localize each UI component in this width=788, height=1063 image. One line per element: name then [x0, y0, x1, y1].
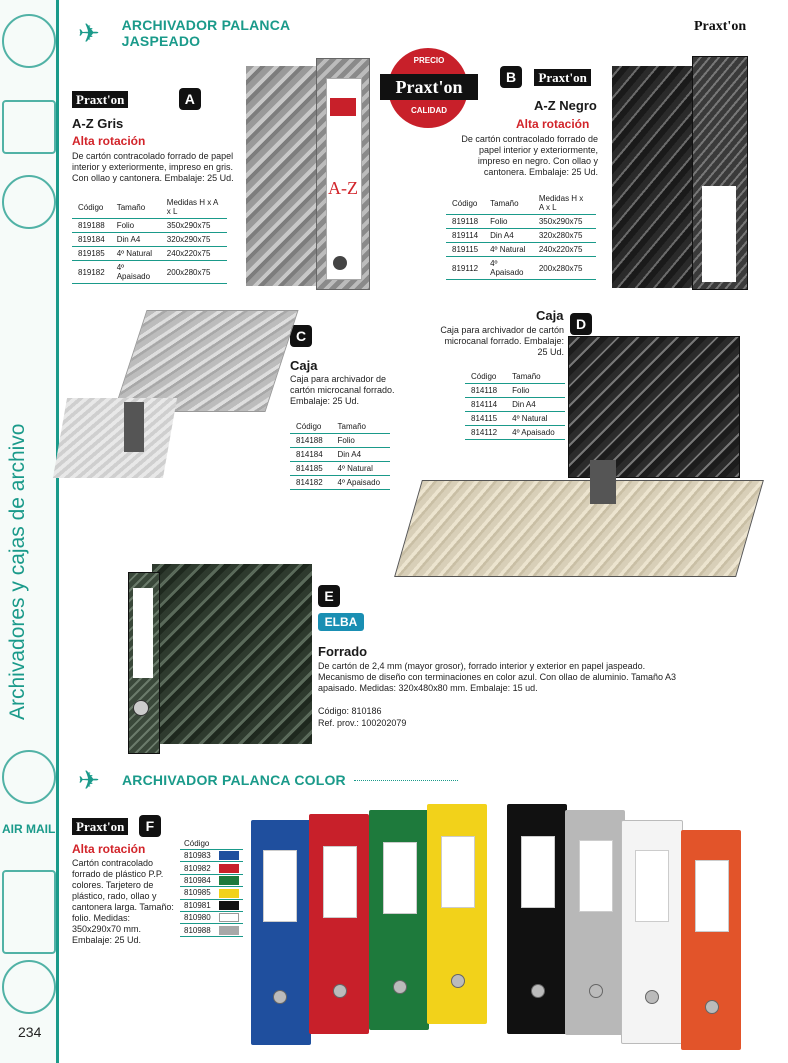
product-letter: A — [179, 88, 201, 110]
product-e-photo — [128, 564, 314, 752]
brand-logo: Praxt'on — [694, 19, 747, 34]
color-swatch — [219, 901, 239, 910]
col-header: Código — [465, 370, 506, 384]
air-mail-stamp: AIR MAIL — [2, 822, 56, 836]
col-header: Tamaño — [484, 192, 533, 215]
airplane-icon: ✈ — [78, 17, 100, 48]
section-title: ARCHIVADOR PALANCA JASPEADO — [121, 17, 290, 49]
table-row: 814114 Din A4 — [465, 398, 565, 412]
product-a-photo — [246, 58, 370, 290]
section-title: ARCHIVADOR PALANCA COLOR — [122, 772, 346, 788]
product-c-header — [290, 325, 312, 347]
product-ref: Ref. prov.: 100202079 — [318, 718, 407, 728]
col-header: Código — [446, 192, 484, 215]
table-row: 819114 Din A4 320x280x75 — [446, 229, 596, 243]
spine-label: A-Z — [328, 178, 358, 198]
col-header: Código — [180, 838, 243, 850]
table-row: 819182 4º Apaisado 200x280x75 — [72, 261, 227, 284]
table-row: 814112 4º Apaisado — [465, 426, 565, 440]
product-a-header — [72, 88, 201, 110]
spec-table-b — [446, 192, 596, 280]
table-row: 819115 4º Natural 240x220x75 — [446, 243, 596, 257]
product-name: Caja — [290, 358, 318, 373]
product-letter: F — [139, 815, 161, 837]
rotation-tag: Alta rotación — [516, 117, 590, 131]
color-swatch — [219, 926, 239, 935]
table-row: 810984 — [180, 874, 243, 886]
postage-stamp — [2, 870, 56, 954]
product-b-header — [500, 66, 591, 88]
spec-table-a — [72, 196, 227, 284]
col-header: Código — [72, 196, 111, 219]
section-header — [78, 18, 378, 48]
page-number: 234 — [18, 1024, 42, 1040]
table-row: 819184 Din A4 320x290x75 — [72, 233, 227, 247]
table-row: 819185 4º Natural 240x220x75 — [72, 247, 227, 261]
product-name: Caja — [536, 308, 564, 323]
color-swatch — [219, 864, 239, 873]
vertical-section-title: Archivadores y cajas de archivo — [6, 423, 29, 720]
postmark-stamp — [2, 960, 56, 1014]
col-header: Código — [290, 420, 332, 434]
col-header: Medidas H x A x L — [533, 192, 596, 215]
table-row: 810988 — [180, 924, 243, 936]
badge-top: PRECIO — [413, 56, 445, 65]
product-c-photo — [60, 302, 285, 492]
product-e-header — [318, 585, 340, 607]
table-row: 819112 4º Apaisado 200x280x75 — [446, 257, 596, 280]
rotation-tag: Alta rotación — [72, 842, 146, 856]
table-row: 814184 Din A4 — [290, 448, 390, 462]
product-description: Cartón contracolado forrado de plástico P.P. colores. Tarjetero de plástico, rado, ollao y cantonera larga. Tamaño: folio. Medidas: 350x290x70 mm. Embalaje: 25 Ud. — [72, 858, 174, 945]
spec-table-c — [290, 420, 390, 490]
col-header: Tamaño — [111, 196, 161, 219]
brand-logo: Praxt'on — [534, 69, 590, 86]
table-row: 810981 — [180, 899, 243, 911]
product-code: Código: 810186 — [318, 706, 382, 716]
col-header: Tamaño — [332, 420, 390, 434]
postmark-stamp — [2, 750, 56, 804]
table-row: 814182 4º Apaisado — [290, 476, 390, 490]
product-description: De cartón contracolado forrado de papel interior y exteriormente, impreso en negro. Con ollao y cantonera. Embalaje: 25 Ud. — [461, 134, 598, 177]
badge-bottom: CALIDAD — [411, 106, 447, 115]
table-row: 814115 4º Natural — [465, 412, 565, 426]
elba-logo: ELBA — [318, 613, 364, 631]
color-swatch — [219, 876, 239, 885]
product-d-photo — [398, 330, 750, 580]
quality-price-badge — [380, 48, 478, 128]
product-b-photo — [612, 56, 748, 292]
table-row: 810980 — [180, 911, 243, 923]
table-row: 819188 Folio 350x290x75 — [72, 219, 227, 233]
color-swatch — [219, 913, 239, 922]
product-name: A-Z Negro — [534, 98, 597, 113]
table-row: 810985 — [180, 887, 243, 899]
divider — [354, 779, 458, 781]
postmark-stamp — [2, 175, 56, 229]
product-f-photo — [245, 790, 765, 1052]
table-row: 814188 Folio — [290, 434, 390, 448]
product-letter: D — [570, 313, 592, 335]
product-description: De cartón contracolado forrado de papel interior y exteriormente, impreso en gris. Con ollao y cantonera. Embalaje: 25 Ud. — [72, 151, 234, 183]
product-name: A-Z Gris — [72, 116, 124, 131]
product-letter: C — [290, 325, 312, 347]
table-row: 819118 Folio 350x290x75 — [446, 215, 596, 229]
col-header: Medidas H x A x L — [161, 196, 227, 219]
airplane-icon: ✈ — [78, 764, 100, 795]
spec-table-f — [180, 838, 243, 937]
brand-logo: Praxt'on — [72, 818, 128, 835]
table-row: 810982 — [180, 862, 243, 874]
col-header: Tamaño — [506, 370, 565, 384]
product-description: De cartón de 2,4 mm (mayor grosor), forrado interior y exterior en papel jaspeado. Mecanismo de diseño con terminaciones en color azul. Con ollao de aluminio. Tamaño A3 apaisado. Medidas: 320x480x80 mm. Embalaje: 15 ud. — [318, 661, 677, 693]
product-letter: B — [500, 66, 522, 88]
table-row: 814185 4º Natural — [290, 462, 390, 476]
rotation-tag: Alta rotación — [72, 134, 146, 148]
product-letter: E — [318, 585, 340, 607]
postage-stamp — [2, 100, 56, 154]
product-f-header — [72, 815, 161, 837]
table-row: 814118 Folio — [465, 384, 565, 398]
product-description: Caja para archivador de cartón microcanal forrado. Embalaje: 25 Ud. — [440, 325, 564, 357]
table-row: 810983 — [180, 850, 243, 862]
product-name: Forrado — [318, 644, 368, 659]
color-swatch — [219, 889, 239, 898]
color-swatch — [219, 851, 239, 860]
postmark-stamp — [2, 14, 56, 68]
badge-main: Praxt'on — [380, 74, 478, 100]
brand-logo: Praxt'on — [72, 91, 128, 108]
product-description: Caja para archivador de cartón microcanal forrado. Embalaje: 25 Ud. — [290, 374, 395, 406]
